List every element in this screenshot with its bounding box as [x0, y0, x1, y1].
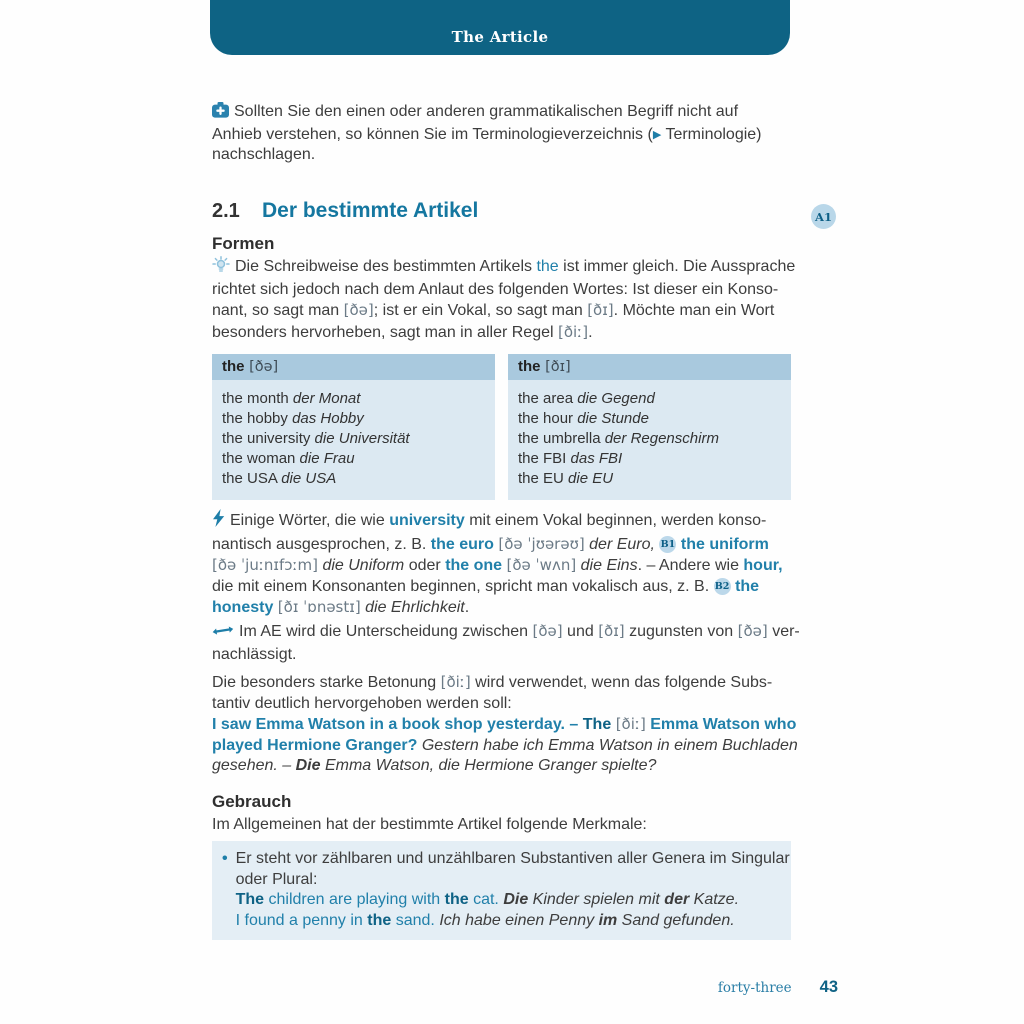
table-row [518, 409, 781, 429]
level-badge-b1: B1 [659, 536, 676, 553]
example-german: der Regenschirm [604, 430, 719, 447]
example-english: the month [222, 390, 293, 407]
example-german: der Monat [292, 390, 361, 407]
table-row [222, 409, 485, 429]
intro-note-text: Sollten Sie den einen oder anderen grammatikalischen Begriff nicht auf Anhieb verstehen, so können Sie im Terminologieverzeichnis (▶ Terminologie) nachschlagen. [212, 103, 762, 164]
example-german: die Universität [314, 430, 410, 447]
chapter-tab-title: The Article [451, 28, 549, 46]
usage-highlight-box [212, 841, 791, 940]
example-english: the FBI [518, 450, 571, 467]
example-english: the EU [518, 470, 569, 487]
table-row [222, 469, 485, 489]
section-number: 2.1 [212, 200, 240, 222]
lightbulb-icon [212, 256, 230, 280]
formen-paragraph-text: Die Schreibweise des bestimmten Artikels the ist immer gleich. Die Aussprache richtet sich jedoch nach dem Anlaut des folgenden Wortes: Ist dieser ein Konso- nant, so sagt man [ðə]; ist er ein Vokal, so sagt man [ðɪ]. Möchte man ein Wort besonders hervorheben, sagt man in aller Regel [ðiː]. [212, 258, 796, 341]
page-number-word: forty-three [717, 980, 792, 996]
emphasis-paragraph-text: Die besonders starke Betonung [ðiː] wird verwendet, wenn das folgende Subs- tantiv deutlich hervorgehoben werden soll: I saw Emma Watson in a book shop yesterday. – The [ðiː] Emma Watson who played Hermione Granger? Gestern habe ich Emma Watson in einem Buchladen gesehen. – Die Emma Watson, die Hermione Granger spielte? [212, 673, 798, 775]
table-row [222, 449, 485, 469]
gebrauch-intro [212, 815, 647, 836]
example-english: the hour [518, 410, 578, 427]
header-ipa: [ðə] [244, 359, 279, 375]
intro-note [212, 102, 762, 166]
table-row [222, 429, 485, 449]
table-row [222, 389, 485, 409]
header-word: the [222, 358, 245, 375]
pronunciation-column-schwa [212, 354, 495, 500]
example-english: the area [518, 390, 578, 407]
example-english: the umbrella [518, 430, 605, 447]
header-ipa: [ðɪ] [540, 359, 571, 375]
gebrauch-intro-text: Im Allgemeinen hat der bestimmte Artikel folgende Merkmale: [212, 816, 647, 833]
usage-bullet-text: Er steht vor zählbaren und unzählbaren Substantiven aller Genera im Singular oder Plural: The children are playing with the cat. Die Kinder spielen mit der Katze. I found a penny in the sand. Ich habe einen Penny im Sand gefunden. [235, 850, 790, 929]
table-row [518, 389, 781, 409]
page-footer [212, 978, 838, 997]
play-arrow-icon: ▶ [652, 128, 662, 141]
table-column-header [212, 354, 495, 380]
pronunciation-table [212, 354, 791, 500]
example-german: das Hobby [292, 410, 364, 427]
table-row [518, 429, 781, 449]
example-german: die EU [568, 470, 614, 487]
example-german: die USA [281, 470, 337, 487]
table-column-header [508, 354, 791, 380]
example-english: the USA [222, 470, 282, 487]
example-english: the hobby [222, 410, 293, 427]
swap-arrow-icon [212, 624, 234, 645]
example-german: das FBI [570, 450, 623, 467]
bullet-marker: • [222, 850, 228, 867]
gebrauch-heading: Gebrauch [212, 792, 292, 811]
pronunciation-column-i [508, 354, 791, 500]
page-number: 43 [819, 978, 838, 996]
ae-note-paragraph [212, 621, 800, 665]
chapter-tab [210, 0, 790, 55]
formen-paragraph [212, 256, 795, 343]
exceptions-paragraph [212, 509, 783, 619]
section-heading [212, 199, 478, 223]
example-german: die Stunde [577, 410, 649, 427]
formen-heading: Formen [212, 234, 275, 253]
example-english: the university [222, 430, 315, 447]
example-german: die Gegend [577, 390, 655, 407]
emphasis-paragraph [212, 672, 798, 777]
table-row [518, 469, 781, 489]
level-badge-b2: B2 [714, 578, 731, 595]
header-word: the [518, 358, 541, 375]
table-column-body [508, 380, 791, 500]
lightning-bolt-icon [212, 509, 225, 534]
table-column-body [212, 380, 495, 500]
ae-note-text: Im AE wird die Unterscheidung zwischen [ðə] und [ðɪ] zugunsten von [ðə] ver- nachlässigt. [212, 622, 800, 663]
level-badge-a1: A1 [811, 204, 836, 229]
first-aid-icon [212, 102, 229, 125]
exceptions-paragraph-text: Einige Wörter, die wie university mit einem Vokal beginnen, werden konso- nantisch ausgesprochen, z. B. the euro [ðə ˈjʊərəʊ] der Euro, B1 the uniform [ðə ˈjuːnɪfɔːm] die Uniform oder the one [ðə ˈwʌn] die Eins. – Andere wie hour, die mit einem Konsonanten beginnen, spricht man vokalisch aus, z. B. B2 the honesty [ðɪ ˈɒnəstɪ] die Ehrlichkeit. [212, 512, 783, 617]
example-english: the woman [222, 450, 300, 467]
example-german: die Frau [299, 450, 355, 467]
section-title: Der bestimmte Artikel [262, 199, 479, 222]
table-row [518, 449, 781, 469]
